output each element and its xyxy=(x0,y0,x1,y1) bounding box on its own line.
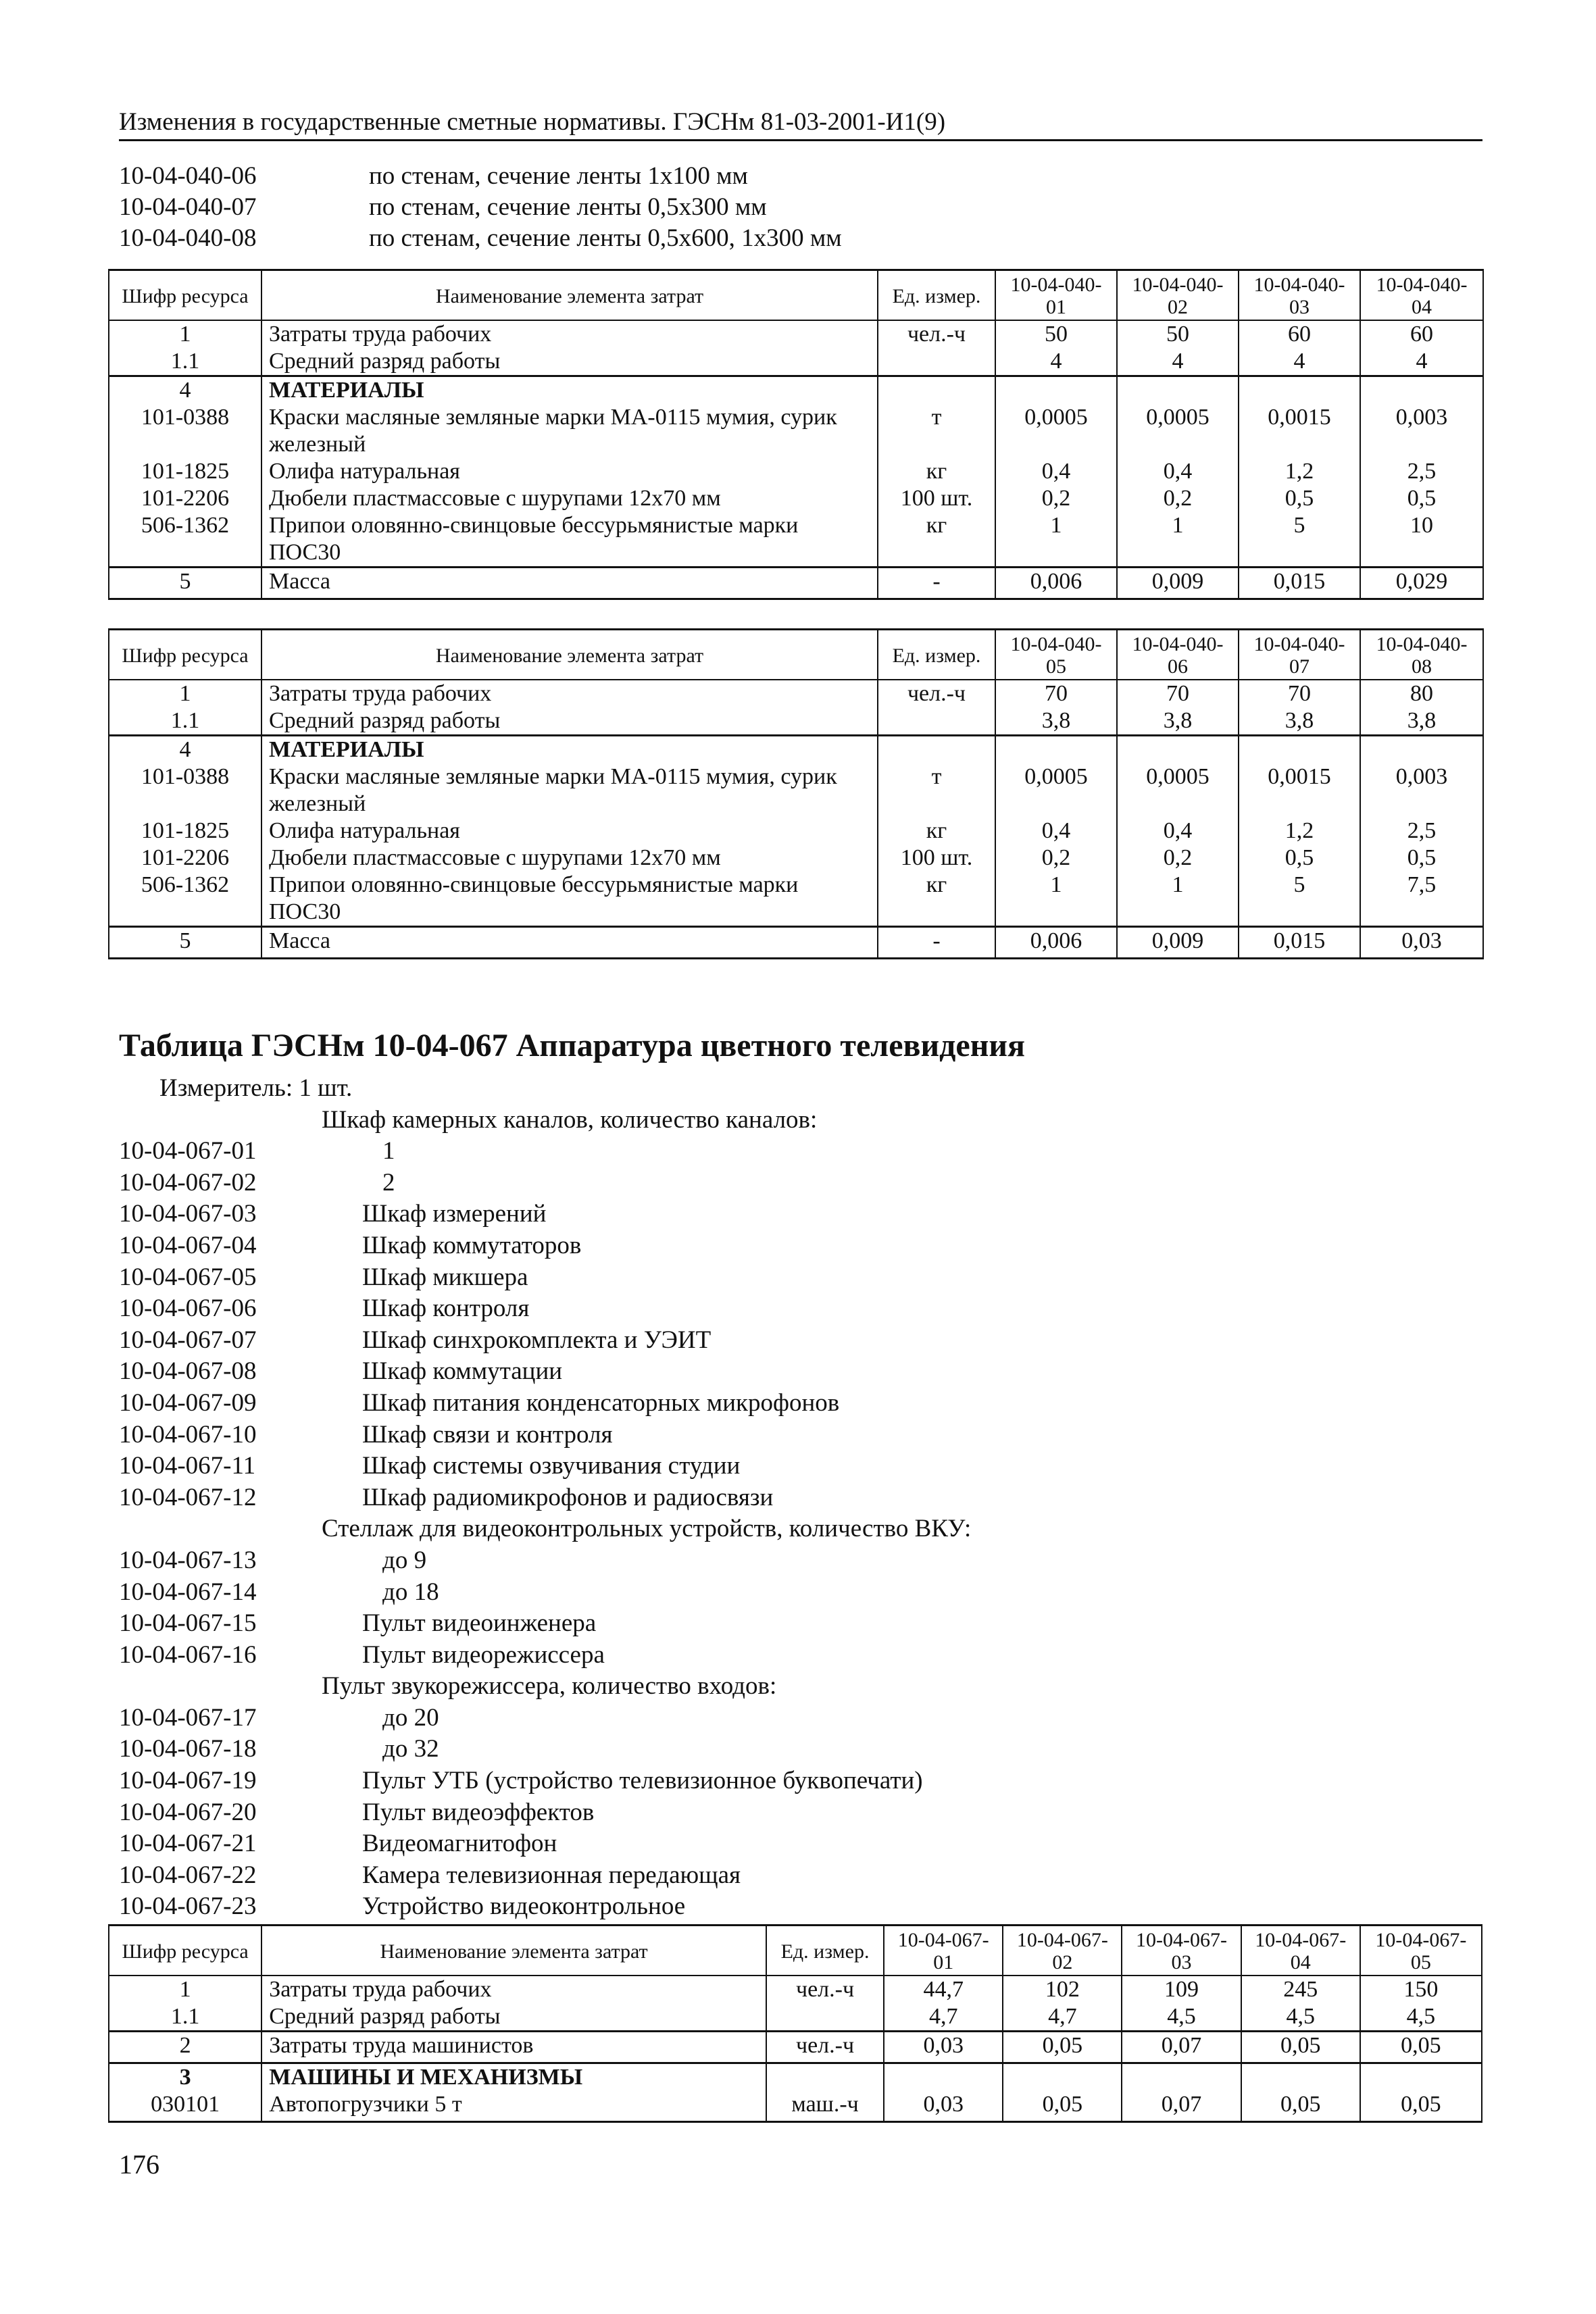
table-row xyxy=(109,736,1483,764)
resource-code-cell: 2 xyxy=(109,2032,261,2063)
norm-code-line xyxy=(119,1136,971,1167)
value-cell xyxy=(995,736,1117,764)
resource-code-cell: 1 xyxy=(109,680,261,707)
table-row xyxy=(109,707,1483,736)
norm-code-line xyxy=(119,1640,971,1671)
value-cell: 3,8 xyxy=(1239,707,1360,736)
unit-cell: чел.-ч xyxy=(766,1976,884,2003)
norm-code xyxy=(119,1513,322,1545)
value-cell: 0,4 xyxy=(1117,458,1239,485)
norm-description: Пульт видеорежиссера xyxy=(362,1640,605,1669)
resource-code-cell: 1 xyxy=(109,320,261,348)
value-cell xyxy=(1360,376,1483,405)
norm-code-line xyxy=(119,1388,971,1419)
value-cell: 0,2 xyxy=(1117,485,1239,512)
unit-cell: 100 шт. xyxy=(878,845,995,872)
norm-code: 10-04-067-21 xyxy=(119,1830,257,1858)
value-cell: 0,05 xyxy=(1003,2032,1122,2063)
table-row xyxy=(109,845,1483,872)
unit-cell: - xyxy=(878,568,995,599)
value-cell: 70 xyxy=(1239,680,1360,707)
value-cell xyxy=(995,376,1117,405)
value-cell: 0,0005 xyxy=(1117,404,1239,458)
norm-description: Шкаф коммутации xyxy=(362,1357,563,1386)
norm-code: 10-04-067-04 xyxy=(119,1231,257,1259)
unit-cell: кг xyxy=(878,872,995,927)
norm-description: 2 xyxy=(382,1168,395,1197)
group-heading-line xyxy=(119,1671,971,1703)
value-cell: 0,006 xyxy=(995,927,1117,959)
unit-cell xyxy=(878,707,995,736)
value-cell: 1 xyxy=(995,872,1117,927)
cost-item-name-cell: МАШИНЫ И МЕХАНИЗМЫ xyxy=(261,2063,766,2092)
cost-item-name-cell: Затраты труда рабочих xyxy=(261,680,878,707)
value-cell xyxy=(1003,2063,1122,2092)
value-cell: 60 xyxy=(1360,320,1483,348)
unit-cell: чел.-ч xyxy=(878,680,995,707)
column-header: 10-04-067-05 xyxy=(1360,1926,1482,1976)
norm-code: 10-04-067-11 xyxy=(119,1452,256,1480)
column-header: 10-04-040-08 xyxy=(1360,630,1483,680)
value-cell: 0,05 xyxy=(1003,2091,1122,2122)
value-cell xyxy=(1241,2063,1360,2092)
value-cell: 3,8 xyxy=(1117,707,1239,736)
norm-code-line xyxy=(119,1545,971,1577)
resource-code-cell: 506-1362 xyxy=(109,872,261,927)
norm-code-line xyxy=(119,1891,971,1923)
column-header: Ед. измер. xyxy=(878,270,995,321)
value-cell: 0,07 xyxy=(1122,2091,1241,2122)
table-row xyxy=(109,818,1483,845)
norm-code-line xyxy=(119,1828,971,1860)
column-header: Ед. измер. xyxy=(878,630,995,680)
norm-code-line xyxy=(119,1293,971,1325)
value-cell: 0,009 xyxy=(1117,927,1239,959)
norm-code-line xyxy=(119,1356,971,1388)
cost-item-name-cell: Автопогрузчики 5 т xyxy=(261,2091,766,2122)
column-header: Шифр ресурса xyxy=(109,1926,261,1976)
norm-code-line xyxy=(119,1797,971,1829)
norm-description: до 9 xyxy=(382,1546,427,1574)
table-row xyxy=(109,1976,1482,2003)
norm-code: 10-04-067-14 xyxy=(119,1578,257,1606)
intro-code-line xyxy=(119,192,842,223)
norm-code-line xyxy=(119,1419,971,1451)
norm-code: 10-04-067-08 xyxy=(119,1357,257,1386)
norm-code-line xyxy=(119,1451,971,1482)
column-header: Наименование элемента затрат xyxy=(261,630,878,680)
resource-code-cell: 5 xyxy=(109,568,261,599)
unit-cell: кг xyxy=(878,818,995,845)
resource-code-cell: 1 xyxy=(109,1976,261,2003)
column-header: Наименование элемента затрат xyxy=(261,1926,766,1976)
value-cell: 0,05 xyxy=(1241,2032,1360,2063)
value-cell: 0,029 xyxy=(1360,568,1483,599)
norm-description: Камера телевизионная передающая xyxy=(362,1861,741,1889)
table-row xyxy=(109,872,1483,927)
cost-item-name-cell: МАТЕРИАЛЫ xyxy=(261,736,878,764)
cost-item-name-cell: Дюбели пластмассовые с шурупами 12х70 мм xyxy=(261,485,878,512)
value-cell xyxy=(1117,376,1239,405)
cost-item-name-cell: Затраты труда машинистов xyxy=(261,2032,766,2063)
norm-code: 10-04-040-08 xyxy=(119,224,257,252)
norm-code-list xyxy=(119,1073,971,1923)
value-cell: 4 xyxy=(1239,348,1360,376)
value-cell: 109 xyxy=(1122,1976,1241,2003)
section-title: Таблица ГЭСНм 10-04-067 Аппаратура цветного телевидения xyxy=(119,1028,1025,1063)
norm-description: Пульт УТБ (устройство телевизионное буквопечати) xyxy=(362,1767,923,1795)
table-row xyxy=(109,680,1483,707)
norm-description: Пульт видеоэффектов xyxy=(362,1798,595,1826)
value-cell: 3,8 xyxy=(1360,707,1483,736)
unit-cell: чел.-ч xyxy=(878,320,995,348)
value-cell: 102 xyxy=(1003,1976,1122,2003)
unit-cell xyxy=(766,2063,884,2092)
norm-code: 10-04-067-20 xyxy=(119,1798,257,1826)
resource-code-cell: 101-2206 xyxy=(109,485,261,512)
norm-description: Шкаф радиомикрофонов и радиосвязи xyxy=(362,1483,774,1511)
value-cell: 1,2 xyxy=(1239,458,1360,485)
unit-cell: кг xyxy=(878,512,995,568)
cost-item-name-cell: Средний разряд работы xyxy=(261,2003,766,2032)
value-cell: 4,7 xyxy=(1003,2003,1122,2032)
cost-item-name-cell: МАТЕРИАЛЫ xyxy=(261,376,878,405)
value-cell: 1 xyxy=(1117,872,1239,927)
value-cell: 0,006 xyxy=(995,568,1117,599)
column-header: 10-04-040-05 xyxy=(995,630,1117,680)
norm-code xyxy=(119,1671,322,1703)
value-cell: 0,2 xyxy=(995,485,1117,512)
norm-code: 10-04-067-01 xyxy=(119,1137,257,1165)
resource-code-cell: 1.1 xyxy=(109,2003,261,2032)
norm-description: до 32 xyxy=(382,1735,439,1763)
column-header: Шифр ресурса xyxy=(109,630,261,680)
norm-code: 10-04-040-06 xyxy=(119,162,257,190)
unit-cell: маш.-ч xyxy=(766,2091,884,2122)
value-cell: 1,2 xyxy=(1239,818,1360,845)
table-row xyxy=(109,2091,1482,2122)
value-cell: 7,5 xyxy=(1360,872,1483,927)
unit-cell xyxy=(878,348,995,376)
unit-cell: т xyxy=(878,763,995,818)
cost-item-name-cell: Средний разряд работы xyxy=(261,707,878,736)
norm-code: 10-04-067-15 xyxy=(119,1609,257,1638)
cost-item-name-cell: Припои оловянно-свинцовые бессурьмянистые марки ПОС30 xyxy=(261,872,878,927)
cost-item-name-cell: Краски масляные земляные марки МА-0115 мумия, сурик железный xyxy=(261,763,878,818)
norm-description: Шкаф связи и контроля xyxy=(362,1420,613,1449)
value-cell: 0,03 xyxy=(884,2091,1003,2122)
value-cell: 0,07 xyxy=(1122,2032,1241,2063)
group-heading: Стеллаж для видеоконтрольных устройств, количество ВКУ: xyxy=(322,1515,972,1543)
value-cell xyxy=(1360,2063,1482,2092)
table-header-row xyxy=(109,1926,1482,1976)
norm-code: 10-04-067-07 xyxy=(119,1326,257,1354)
cost-item-name-cell: Краски масляные земляные марки МА-0115 мумия, сурик железный xyxy=(261,404,878,458)
cost-item-name-cell: Средний разряд работы xyxy=(261,348,878,376)
column-header: 10-04-040-01 xyxy=(995,270,1117,321)
value-cell: 3,8 xyxy=(995,707,1117,736)
table-row xyxy=(109,458,1483,485)
value-cell: 5 xyxy=(1239,512,1360,568)
value-cell xyxy=(1117,736,1239,764)
intro-code-line xyxy=(119,161,842,192)
table-row xyxy=(109,485,1483,512)
norm-code-line xyxy=(119,1734,971,1765)
value-cell: 0,5 xyxy=(1360,485,1483,512)
unit-cell: кг xyxy=(878,458,995,485)
table-row xyxy=(109,2003,1482,2032)
cost-item-name-cell: Затраты труда рабочих xyxy=(261,1976,766,2003)
norm-description: Видеомагнитофон xyxy=(362,1830,557,1858)
table-header-row xyxy=(109,270,1483,321)
norm-code-line xyxy=(119,1325,971,1357)
column-header: 10-04-067-03 xyxy=(1122,1926,1241,1976)
norm-code-line xyxy=(119,1703,971,1734)
value-cell: 1 xyxy=(1117,512,1239,568)
resource-code-cell: 1.1 xyxy=(109,707,261,736)
norm-code-line xyxy=(119,1482,971,1514)
column-header: 10-04-040-07 xyxy=(1239,630,1360,680)
value-cell: 0,5 xyxy=(1239,485,1360,512)
norm-description: до 20 xyxy=(382,1703,439,1732)
norm-description: Шкаф микшера xyxy=(362,1263,528,1291)
table-row xyxy=(109,404,1483,458)
column-header: Ед. измер. xyxy=(766,1926,884,1976)
column-header: 10-04-040-02 xyxy=(1117,270,1239,321)
unit-cell xyxy=(766,2003,884,2032)
norm-code: 10-04-067-13 xyxy=(119,1546,257,1574)
cost-item-name-cell: Припои оловянно-свинцовые бессурьмянистые марки ПОС30 xyxy=(261,512,878,568)
cost-item-name-cell: Масса xyxy=(261,927,878,959)
value-cell: 0,003 xyxy=(1360,404,1483,458)
value-cell: 70 xyxy=(1117,680,1239,707)
value-cell: 44,7 xyxy=(884,1976,1003,2003)
value-cell: 0,03 xyxy=(1360,927,1483,959)
resource-table-1 xyxy=(108,269,1484,600)
norm-code: 10-04-067-09 xyxy=(119,1388,257,1417)
value-cell: 50 xyxy=(1117,320,1239,348)
column-header: Наименование элемента затрат xyxy=(261,270,878,321)
group-heading-line xyxy=(119,1105,971,1136)
value-cell: 4 xyxy=(1117,348,1239,376)
group-heading-line xyxy=(119,1513,971,1545)
value-cell: 0,05 xyxy=(1360,2032,1482,2063)
table-row xyxy=(109,2032,1482,2063)
norm-code: 10-04-067-17 xyxy=(119,1703,257,1732)
value-cell: 4 xyxy=(995,348,1117,376)
value-cell: 70 xyxy=(995,680,1117,707)
column-header: 10-04-067-01 xyxy=(884,1926,1003,1976)
norm-code: 10-04-067-10 xyxy=(119,1420,257,1449)
resource-code-cell: 4 xyxy=(109,736,261,764)
value-cell: 4,5 xyxy=(1122,2003,1241,2032)
norm-code-line xyxy=(119,1262,971,1294)
resource-table-3 xyxy=(108,1924,1482,2123)
norm-code xyxy=(119,1105,322,1136)
measure-text: Измеритель: 1 шт. xyxy=(159,1074,353,1102)
resource-table-2 xyxy=(108,628,1484,959)
norm-code: 10-04-067-12 xyxy=(119,1483,257,1511)
column-header: Шифр ресурса xyxy=(109,270,261,321)
norm-code-line xyxy=(119,1199,971,1230)
value-cell: 80 xyxy=(1360,680,1483,707)
norm-code-line xyxy=(119,1577,971,1609)
value-cell xyxy=(1239,376,1360,405)
value-cell: 0,05 xyxy=(1360,2091,1482,2122)
value-cell: 0,2 xyxy=(995,845,1117,872)
table-row xyxy=(109,568,1483,599)
norm-code: 10-04-067-18 xyxy=(119,1735,257,1763)
value-cell xyxy=(884,2063,1003,2092)
cost-item-name-cell: Олифа натуральная xyxy=(261,818,878,845)
value-cell: 0,2 xyxy=(1117,845,1239,872)
value-cell: 0,4 xyxy=(1117,818,1239,845)
cost-item-name-cell: Дюбели пластмассовые с шурупами 12х70 мм xyxy=(261,845,878,872)
value-cell: 0,015 xyxy=(1239,927,1360,959)
norm-code: 10-04-067-03 xyxy=(119,1200,257,1228)
group-heading: Шкаф камерных каналов, количество каналов: xyxy=(322,1105,818,1134)
resource-code-cell: 030101 xyxy=(109,2091,261,2122)
norm-code-line xyxy=(119,1230,971,1262)
value-cell: 0,009 xyxy=(1117,568,1239,599)
norm-description: Шкаф контроля xyxy=(362,1294,530,1323)
norm-code: 10-04-067-06 xyxy=(119,1294,257,1323)
column-header: 10-04-067-02 xyxy=(1003,1926,1122,1976)
value-cell: 4,5 xyxy=(1241,2003,1360,2032)
value-cell: 0,4 xyxy=(995,458,1117,485)
value-cell: 10 xyxy=(1360,512,1483,568)
norm-code: 10-04-067-22 xyxy=(119,1861,257,1889)
value-cell: 0,003 xyxy=(1360,763,1483,818)
norm-description: Шкаф синхрокомплекта и УЭИТ xyxy=(362,1326,712,1354)
unit-cell: 100 шт. xyxy=(878,485,995,512)
norm-description: по стенам, сечение ленты 0,5х600, 1х300 мм xyxy=(369,224,842,252)
norm-code-line xyxy=(119,1860,971,1892)
value-cell: 0,5 xyxy=(1239,845,1360,872)
resource-code-cell: 101-0388 xyxy=(109,763,261,818)
unit-cell: чел.-ч xyxy=(766,2032,884,2063)
resource-code-cell: 4 xyxy=(109,376,261,405)
norm-description: по стенам, сечение ленты 1х100 мм xyxy=(369,162,748,190)
norm-code-line xyxy=(119,1167,971,1199)
value-cell: 50 xyxy=(995,320,1117,348)
resource-code-cell: 3 xyxy=(109,2063,261,2092)
norm-description: Шкаф системы озвучивания студии xyxy=(362,1452,741,1480)
group-heading: Пульт звукорежиссера, количество входов: xyxy=(322,1672,777,1701)
norm-description: Устройство видеоконтрольное xyxy=(362,1892,686,1921)
value-cell xyxy=(1239,736,1360,764)
table-row xyxy=(109,376,1483,405)
resource-code-cell: 5 xyxy=(109,927,261,959)
resource-code-cell: 101-2206 xyxy=(109,845,261,872)
cost-item-name-cell: Затраты труда рабочих xyxy=(261,320,878,348)
table-row xyxy=(109,763,1483,818)
column-header: 10-04-067-04 xyxy=(1241,1926,1360,1976)
value-cell: 0,05 xyxy=(1241,2091,1360,2122)
measure-line xyxy=(119,1073,971,1105)
norm-code: 10-04-040-07 xyxy=(119,193,257,221)
cost-item-name-cell: Олифа натуральная xyxy=(261,458,878,485)
norm-description: по стенам, сечение ленты 0,5х300 мм xyxy=(369,193,767,221)
norm-code-line xyxy=(119,1765,971,1797)
table-row xyxy=(109,927,1483,959)
norm-description: 1 xyxy=(382,1137,395,1165)
unit-cell: - xyxy=(878,927,995,959)
value-cell: 0,0005 xyxy=(1117,763,1239,818)
value-cell: 0,4 xyxy=(995,818,1117,845)
page-number: 176 xyxy=(119,2149,159,2180)
norm-description: Шкаф измерений xyxy=(362,1200,547,1228)
resource-code-cell: 101-1825 xyxy=(109,458,261,485)
table-row xyxy=(109,512,1483,568)
value-cell: 1 xyxy=(995,512,1117,568)
resource-code-cell: 101-1825 xyxy=(109,818,261,845)
unit-cell xyxy=(878,376,995,405)
value-cell: 0,0005 xyxy=(995,763,1117,818)
intro-code-line xyxy=(119,223,842,254)
value-cell: 0,0015 xyxy=(1239,404,1360,458)
intro-code-list xyxy=(119,161,842,254)
table-row xyxy=(109,348,1483,376)
norm-code: 10-04-067-16 xyxy=(119,1640,257,1669)
resource-code-cell: 506-1362 xyxy=(109,512,261,568)
resource-code-cell: 101-0388 xyxy=(109,404,261,458)
norm-description: до 18 xyxy=(382,1578,439,1606)
unit-cell: т xyxy=(878,404,995,458)
value-cell: 2,5 xyxy=(1360,818,1483,845)
norm-code: 10-04-067-19 xyxy=(119,1767,257,1795)
value-cell: 60 xyxy=(1239,320,1360,348)
norm-code: 10-04-067-02 xyxy=(119,1168,257,1197)
norm-code: 10-04-067-23 xyxy=(119,1892,257,1921)
value-cell: 0,0005 xyxy=(995,404,1117,458)
norm-code-line xyxy=(119,1608,971,1640)
value-cell: 2,5 xyxy=(1360,458,1483,485)
value-cell: 0,03 xyxy=(884,2032,1003,2063)
column-header: 10-04-040-06 xyxy=(1117,630,1239,680)
value-cell: 150 xyxy=(1360,1976,1482,2003)
value-cell: 5 xyxy=(1239,872,1360,927)
norm-code: 10-04-067-05 xyxy=(119,1263,257,1291)
value-cell: 0,015 xyxy=(1239,568,1360,599)
norm-description: Шкаф коммутаторов xyxy=(362,1231,582,1259)
norm-description: Пульт видеоинженера xyxy=(362,1609,597,1638)
unit-cell xyxy=(878,736,995,764)
value-cell: 0,0015 xyxy=(1239,763,1360,818)
value-cell: 245 xyxy=(1241,1976,1360,2003)
value-cell: 4,7 xyxy=(884,2003,1003,2032)
table-header-row xyxy=(109,630,1483,680)
cost-item-name-cell: Масса xyxy=(261,568,878,599)
resource-code-cell: 1.1 xyxy=(109,348,261,376)
value-cell: 4,5 xyxy=(1360,2003,1482,2032)
running-header: Изменения в государственные сметные нормативы. ГЭСНм 81-03-2001-И1(9) xyxy=(119,108,1482,141)
value-cell xyxy=(1122,2063,1241,2092)
value-cell xyxy=(1360,736,1483,764)
value-cell: 4 xyxy=(1360,348,1483,376)
table-row xyxy=(109,320,1483,348)
column-header: 10-04-040-04 xyxy=(1360,270,1483,321)
norm-description: Шкаф питания конденсаторных микрофонов xyxy=(362,1388,840,1417)
value-cell: 0,5 xyxy=(1360,845,1483,872)
table-row xyxy=(109,2063,1482,2092)
column-header: 10-04-040-03 xyxy=(1239,270,1360,321)
